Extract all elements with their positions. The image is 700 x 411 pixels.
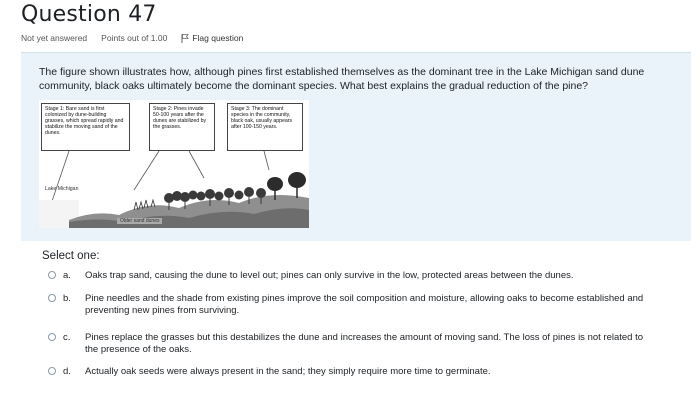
radio-b[interactable]: [48, 294, 56, 302]
lake-michigan-label: Lake Michigan: [45, 186, 79, 192]
stage-2-caption: Stage 2: Pines invade 50-100 years after the dunes are stabilized by the grasses.: [149, 103, 215, 151]
option-d-letter: d.: [63, 366, 71, 377]
flag-question-label: Flag question: [192, 33, 244, 43]
option-d-text: Actually oak seeds were always present in the sand; they simply require more time to germinate.: [85, 366, 491, 377]
select-one-label: Select one:: [42, 250, 100, 262]
older-dunes-label: Older sand dunes: [117, 218, 162, 224]
points-info: Points out of 1.00: [101, 33, 168, 43]
option-b-text: Pine needles and the shade from existing pines improve the soil composition and moisture, allowing oaks to become established and preventing new pines from surviving.: [85, 293, 644, 316]
option-c-text: Pines replace the grasses but this destabilizes the dune and increases the amount of moving sand. The loss of pines is not related to the presence of the oaks.: [85, 332, 644, 355]
option-d[interactable]: [48, 366, 645, 378]
option-a-text: Oaks trap sand, causing the dune to level out; pines can only survive in the low, protected areas between the dunes.: [85, 270, 574, 281]
option-c-letter: c.: [63, 332, 71, 343]
radio-a[interactable]: [48, 271, 56, 279]
question-text: The figure shown illustrates how, although pines first established themselves as the dominant tree in the Lake Michigan sand dune community, black oaks ultimately become the dominant species. What best explains the gradual reduction of the pine?: [39, 66, 645, 92]
succession-figure: [39, 100, 309, 228]
flag-icon: [181, 34, 189, 43]
question-meta: [21, 33, 243, 43]
question-title: Question 47: [21, 2, 157, 27]
question-panel: [21, 52, 691, 241]
option-c[interactable]: [48, 332, 645, 356]
option-a-letter: a.: [63, 270, 71, 281]
flag-question-link[interactable]: [181, 33, 243, 43]
option-b-letter: b.: [63, 293, 71, 304]
stage-1-caption: Stage 1: Bare sand is first colonized by dune-building grasses, which spread rapidly and stabilize the moving sand of the dunes.: [41, 103, 130, 151]
radio-d[interactable]: [48, 367, 56, 375]
stage-3-caption: Stage 3: The dominant species in the community, black oak, usually appears after 100-150 years.: [227, 103, 303, 151]
radio-c[interactable]: [48, 333, 56, 341]
answer-status: Not yet answered: [21, 33, 88, 43]
option-b[interactable]: [48, 293, 645, 317]
option-a[interactable]: [48, 270, 645, 282]
